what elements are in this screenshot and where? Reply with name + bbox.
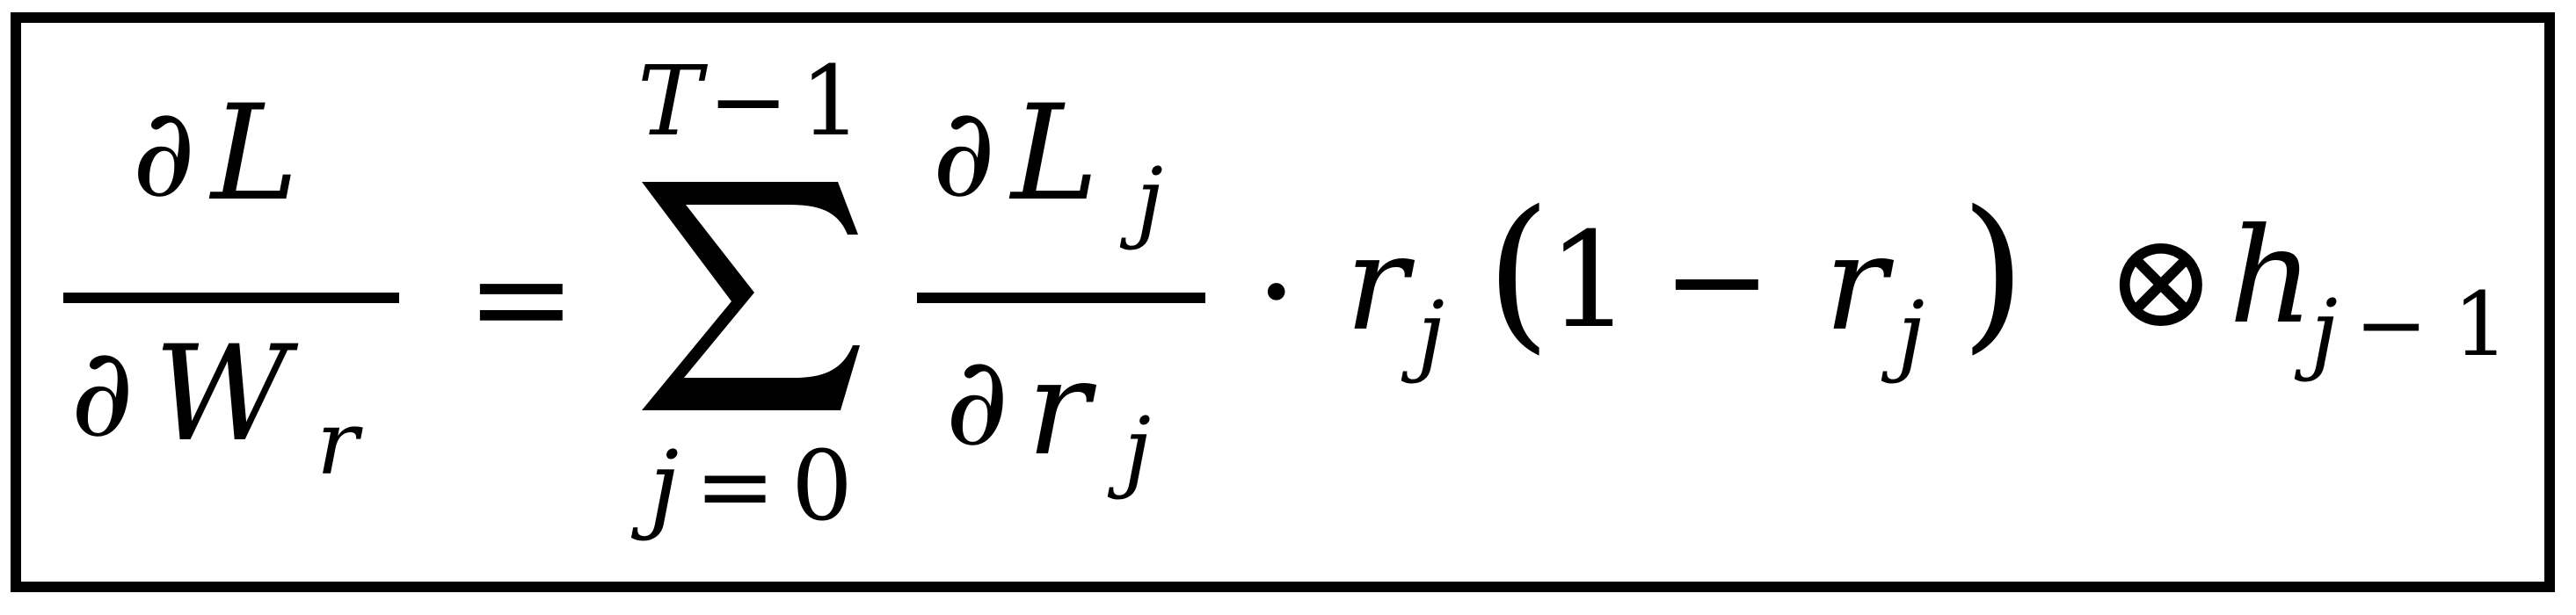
lhs-numerator-partial: ∂	[132, 82, 196, 225]
equals-sign: =	[466, 222, 577, 375]
r-term-2: r	[1824, 207, 1888, 360]
inner-fraction-bar	[917, 293, 1205, 303]
lhs-denominator-subscript-r: r	[317, 392, 359, 495]
right-paren: )	[1961, 175, 2027, 369]
lhs-denominator-W: W	[154, 318, 290, 471]
sum-lower-zero: 0	[791, 430, 853, 542]
h-subscript-minus: −	[2354, 273, 2428, 376]
cdot-operator: ·	[1255, 216, 1298, 369]
inner-denominator-r: r	[1027, 332, 1090, 485]
inner-numerator-L: L	[1011, 77, 1099, 230]
r-term-1: r	[1345, 207, 1408, 360]
lhs-fraction-bar	[63, 293, 399, 303]
inner-numerator-subscript-j: j	[1136, 148, 1164, 251]
lhs-denominator-partial: ∂	[70, 322, 135, 465]
r-term-1-subscript-j: j	[1417, 282, 1445, 385]
number-one: 1	[1547, 205, 1632, 358]
otimes-operator: ⊗	[2106, 205, 2216, 358]
r-term-2-subscript-j: j	[1897, 282, 1925, 385]
left-paren: (	[1486, 175, 1552, 369]
sum-upper-one: 1	[800, 45, 862, 157]
summation-sigma	[640, 180, 860, 413]
sum-lower-equals: =	[695, 430, 776, 542]
sum-lower-j: j	[649, 430, 680, 542]
h-term: h	[2229, 200, 2314, 353]
sum-upper-minus: −	[708, 45, 790, 157]
h-subscript-one: 1	[2453, 273, 2509, 376]
lhs-numerator-L: L	[211, 77, 299, 230]
inner-denominator-subscript-j: j	[1124, 398, 1152, 501]
minus-operator: −	[1662, 205, 1772, 358]
inner-denominator-partial: ∂	[945, 330, 1009, 474]
sum-upper-T: T	[637, 45, 702, 157]
h-subscript-j: j	[2310, 280, 2339, 383]
inner-numerator-partial: ∂	[932, 82, 996, 225]
